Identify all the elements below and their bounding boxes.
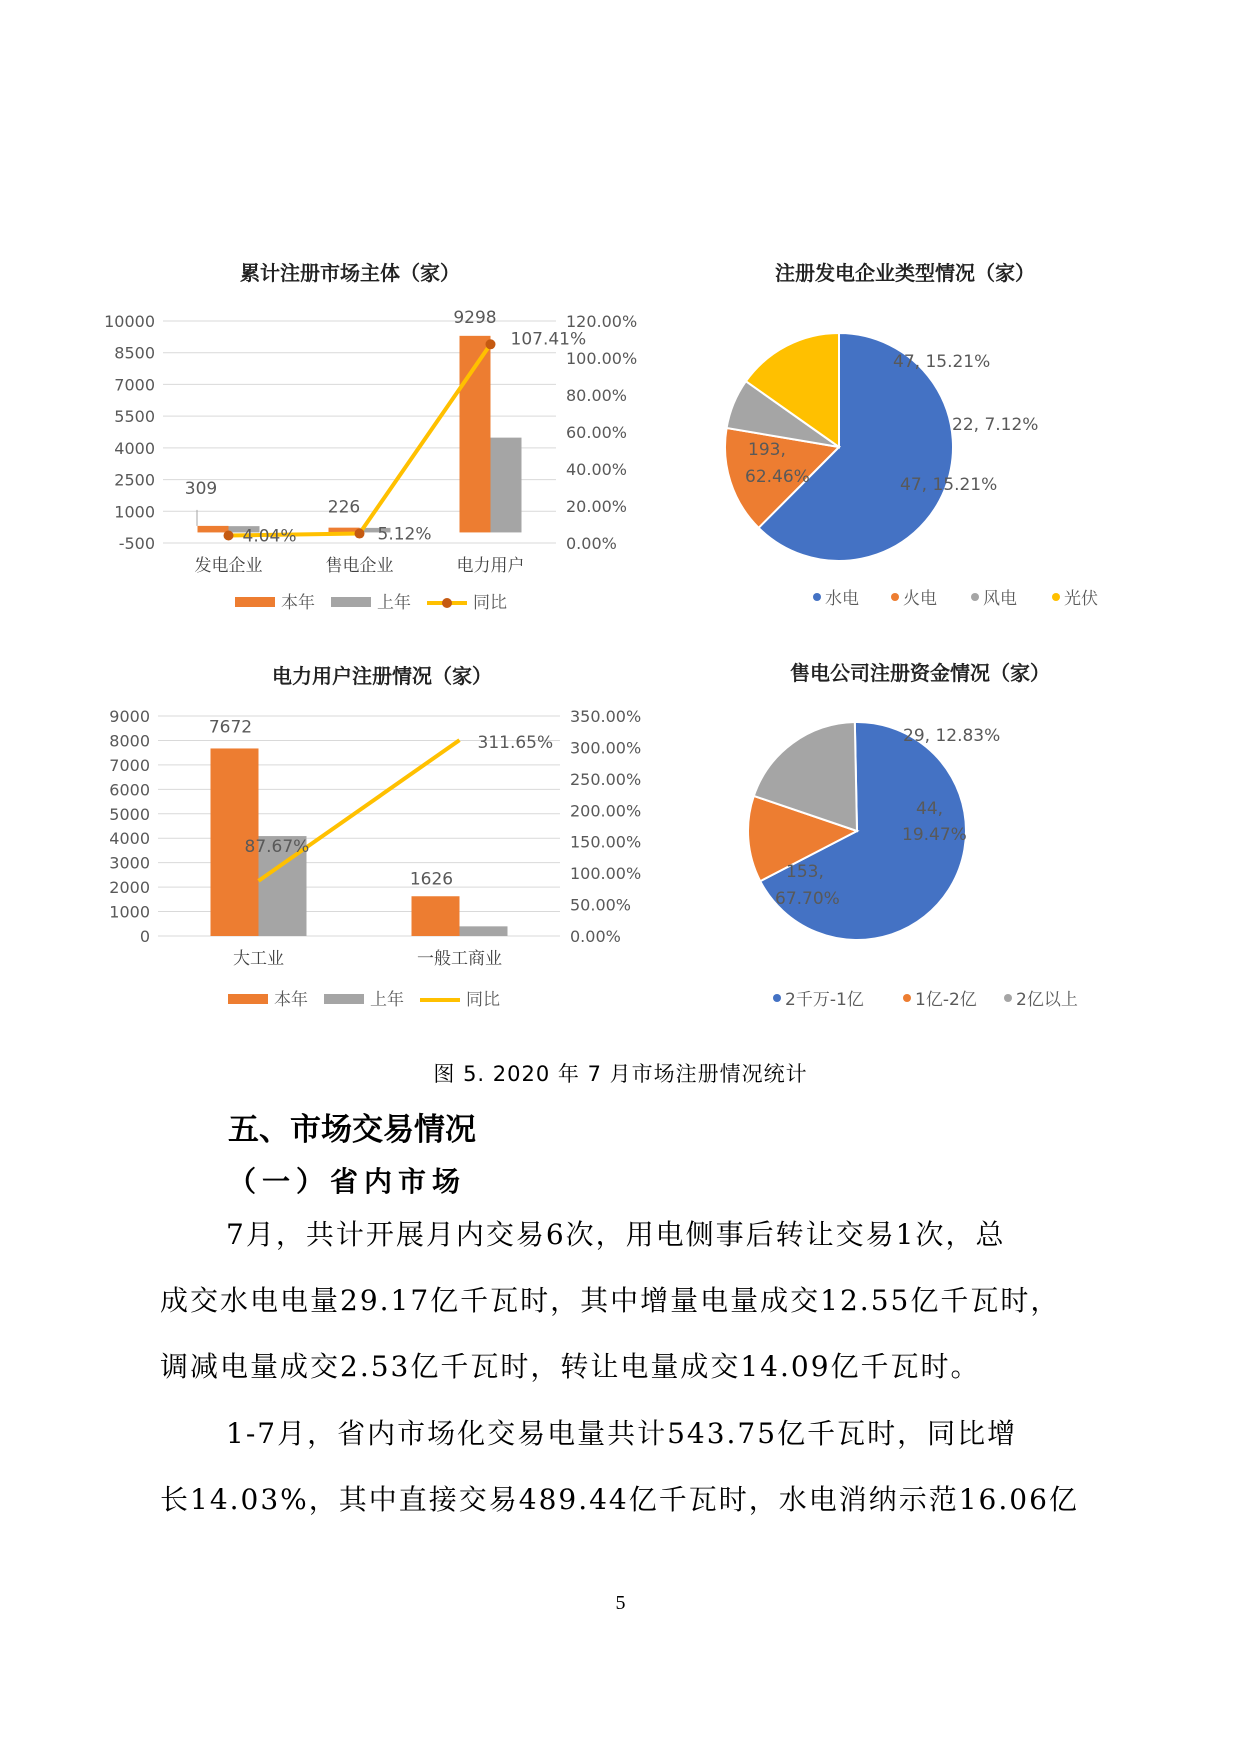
- line-value-label: 311.65%: [477, 733, 554, 754]
- legend-marker: [1004, 994, 1012, 1002]
- y-tick-label: 4000: [109, 829, 150, 849]
- legend-label: 本年: [274, 990, 308, 1010]
- x-category-label: 售电企业: [325, 556, 394, 576]
- bar-value-label: 226: [327, 497, 361, 518]
- paragraph-line: 成交水电电量29.17亿千瓦时，其中增量电量成交12.55亿千瓦时，: [160, 1284, 1061, 1317]
- legend-label: 上年: [370, 990, 404, 1010]
- y2-tick-label: 0.00%: [570, 927, 621, 946]
- y-tick-label: 5000: [109, 804, 150, 824]
- y-tick-label: 8000: [109, 731, 150, 751]
- y-tick-label: 3000: [109, 853, 150, 873]
- y-tick-label: 6000: [109, 780, 150, 800]
- y-tick-label: 1000: [109, 902, 150, 922]
- pie-data-label: 193,: [748, 440, 786, 460]
- paragraph-line: 长14.03%，其中直接交易489.44亿千瓦时，水电消纳示范16.06亿: [160, 1483, 1079, 1516]
- y2-tick-label: 350.00%: [570, 707, 642, 726]
- y2-tick-label: 0.00%: [566, 534, 617, 553]
- y-tick-label: 2000: [109, 878, 150, 898]
- bar-value-label: 309: [184, 478, 218, 499]
- x-category-label: 大工业: [233, 949, 284, 969]
- x-category-label: 一般工商业: [417, 949, 502, 969]
- legend-label: 火电: [903, 589, 937, 609]
- pie-data-label: 47, 15.21%: [893, 352, 991, 372]
- line-value-label: 107.41%: [510, 329, 587, 350]
- y2-tick-label: 200.00%: [570, 801, 642, 821]
- legend-label: 本年: [281, 593, 315, 613]
- legend-label: 2千万-1亿: [785, 990, 864, 1010]
- legend-marker: [773, 994, 781, 1002]
- pie-data-label: 29, 12.83%: [903, 726, 1001, 746]
- pie-data-label: 44,: [916, 799, 944, 819]
- y2-tick-label: 120.00%: [566, 312, 638, 331]
- y-tick-label: 7000: [114, 375, 155, 395]
- pie-data-label: 153,: [786, 862, 824, 882]
- paragraph-line: 调减电量成交2.53亿千瓦时，转让电量成交14.09亿千瓦时。: [160, 1350, 981, 1383]
- y2-tick-label: 250.00%: [570, 769, 642, 789]
- y2-tick-label: 100.00%: [570, 864, 642, 884]
- paragraph-line: 7月，共计开展月内交易6次，用电侧事后转让交易1次，总: [226, 1218, 1006, 1251]
- y-tick-label: 2500: [114, 470, 155, 490]
- paragraph-line: 1-7月，省内市场化交易电量共计543.75亿千瓦时，同比增: [226, 1417, 1018, 1450]
- legend-marker: [903, 994, 911, 1002]
- y2-tick-label: 40.00%: [566, 460, 628, 479]
- bar-value-label: 1626: [409, 869, 454, 890]
- figure-caption: 图 5. 2020 年 7 月市场注册情况统计: [433, 1062, 808, 1086]
- legend-label: 光伏: [1064, 589, 1098, 609]
- y-tick-label: 10000: [104, 312, 155, 331]
- chart-title: 累计注册市场主体（家）: [240, 261, 460, 285]
- legend-label: 1亿-2亿: [915, 990, 977, 1010]
- y-tick-label: 5500: [114, 407, 155, 427]
- pie-data-label: 22, 7.12%: [952, 415, 1039, 435]
- section-heading: 五、市场交易情况: [228, 1112, 476, 1148]
- chart-title: 注册发电企业类型情况（家）: [775, 261, 1035, 285]
- pie-data-label: 19.47%: [902, 825, 967, 845]
- chart-title: 电力用户注册情况（家）: [272, 664, 492, 688]
- page-number: 5: [615, 1592, 626, 1614]
- line-value-label: 5.12%: [377, 524, 432, 545]
- line-value-label: 4.04%: [242, 526, 297, 547]
- y2-tick-label: 300.00%: [570, 738, 642, 758]
- pie-data-label: 67.70%: [775, 889, 840, 909]
- y2-tick-label: 100.00%: [566, 349, 638, 368]
- y2-tick-label: 50.00%: [570, 895, 632, 915]
- y-tick-label: 4000: [114, 438, 155, 458]
- subsection-heading: （一）省内市场: [228, 1165, 467, 1198]
- pie-data-label: 62.46%: [745, 467, 810, 487]
- legend-label: 同比: [473, 593, 507, 613]
- y2-tick-label: 80.00%: [566, 386, 628, 405]
- x-category-label: 发电企业: [194, 556, 263, 576]
- y2-tick-label: 20.00%: [566, 497, 628, 516]
- pie-data-label: 47, 15.21%: [900, 475, 998, 495]
- bar-value-label: 9298: [453, 307, 497, 328]
- y-tick-label: 0: [139, 927, 150, 946]
- bar-value-label: 7672: [208, 717, 253, 738]
- y2-tick-label: 60.00%: [566, 423, 628, 442]
- legend-label: 2亿以上: [1016, 990, 1078, 1010]
- chart-title: 售电公司注册资金情况（家）: [790, 661, 1050, 685]
- x-category-label: 电力用户: [456, 556, 525, 576]
- legend-label: 风电: [983, 589, 1017, 609]
- legend-label: 上年: [377, 593, 411, 613]
- y-tick-label: 8500: [114, 343, 155, 363]
- y-tick-label: 7000: [109, 755, 150, 775]
- legend-label: 水电: [825, 589, 859, 609]
- y2-tick-label: 150.00%: [570, 832, 642, 852]
- y-tick-label: 1000: [114, 502, 155, 522]
- line-value-label: 87.67%: [244, 836, 310, 857]
- y-tick-label: 9000: [109, 707, 150, 726]
- legend-label: 同比: [466, 990, 500, 1010]
- y-tick-label: -500: [118, 534, 155, 553]
